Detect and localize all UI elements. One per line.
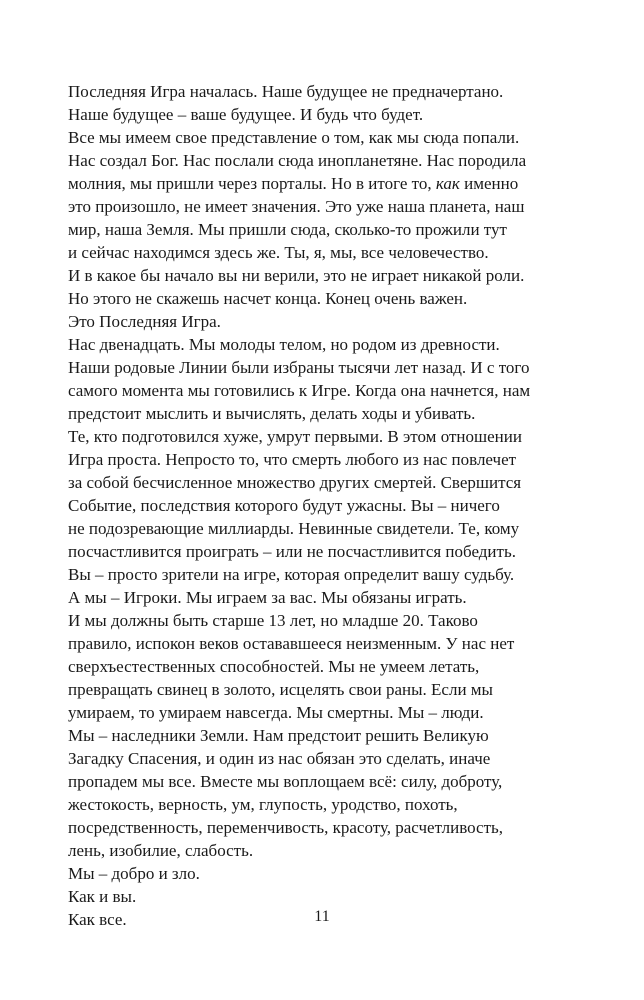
text-line: самого момента мы готовились к Игре. Когда она начнется, нам (68, 381, 531, 400)
text-line: мир, наша Земля. Мы пришли сюда, сколько-то прожили тут (68, 220, 507, 239)
text-line: Вы – просто зрители на игре, которая определит вашу судьбу. (68, 565, 515, 584)
text-line: не подозревающие миллиарды. Невинные свидетели. Те, кому (68, 519, 520, 538)
text-line: умираем, то умираем навсегда. Мы смертны. Мы – люди. (68, 703, 484, 722)
page-number: 11 (314, 908, 330, 925)
text-line-with-italic (68, 172, 588, 195)
text-line: за собой бесчисленное множество других смертей. Свершится (68, 473, 522, 492)
text-line: А мы – Игроки. Мы играем за вас. Мы обязаны играть. (68, 588, 467, 607)
text-line: превращать свинец в золото, исцелять свои раны. Если мы (68, 680, 493, 699)
text-line: и сейчас находимся здесь же. Ты, я, мы, все человечество. (68, 243, 489, 262)
text-line: лень, изобилие, слабость. (68, 841, 254, 860)
text-line: Это Последняя Игра. (68, 312, 221, 331)
italic-word: как (435, 174, 460, 193)
text-line: пропадем мы все. Вместе мы воплощаем всё: силу, доброту, (68, 772, 503, 791)
text-line: правило, испокон веков остававшееся неизменным. У нас нет (68, 634, 515, 653)
text-segment: молния, мы пришли через порталы. Но в итоге то, (68, 174, 432, 193)
text-line: Но этого не скажешь насчет конца. Конец очень важен. (68, 289, 468, 308)
text-line: Как и вы. (68, 887, 137, 906)
text-line: И мы должны быть старше 13 лет, но младше 20. Таково (68, 611, 478, 630)
text-line: посредственность, переменчивость, красоту, расчетливость, (68, 818, 504, 837)
text-line: Игра проста. Непросто то, что смерть любого из нас повлечет (68, 450, 517, 469)
text-line: жестокость, верность, ум, глупость, уродство, похоть, (68, 795, 458, 814)
text-line: Как все. (68, 910, 127, 929)
text-line: сверхъестественных способностей. Мы не умеем летать, (68, 657, 480, 676)
text-line: Нас двенадцать. Мы молоды телом, но родом из древности. (68, 335, 500, 354)
body-text (68, 80, 588, 931)
text-line: Событие, последствия которого будут ужасны. Вы – ничего (68, 496, 500, 515)
text-line: Загадку Спасения, и один из нас обязан это сделать, иначе (68, 749, 491, 768)
text-line: это произошло, не имеет значения. Это уже наша планета, наш (68, 197, 525, 216)
text-line: посчастливится проиграть – или не посчастливится победить. (68, 542, 516, 561)
text-line: Те, кто подготовился хуже, умрут первыми. В этом отношении (68, 427, 522, 446)
text-line: Мы – наследники Земли. Нам предстоит решить Великую (68, 726, 489, 745)
text-line: предстоит мыслить и вычислять, делать ходы и убивать. (68, 404, 476, 423)
text-line: Последняя Игра началась. Наше будущее не предначертано. (68, 82, 504, 101)
text-line: Наше будущее – ваше будущее. И будь что будет. (68, 105, 424, 124)
text-line: Нас создал Бог. Нас послали сюда инопланетяне. Нас породила (68, 151, 527, 170)
text-line: Мы – добро и зло. (68, 864, 200, 883)
text-line: И в какое бы начало вы ни верили, это не играет никакой роли. (68, 266, 525, 285)
text-line: Все мы имеем свое представление о том, как мы сюда попали. (68, 128, 520, 147)
text-segment: именно (459, 174, 519, 193)
text-line: Наши родовые Линии были избраны тысячи лет назад. И с того (68, 358, 530, 377)
